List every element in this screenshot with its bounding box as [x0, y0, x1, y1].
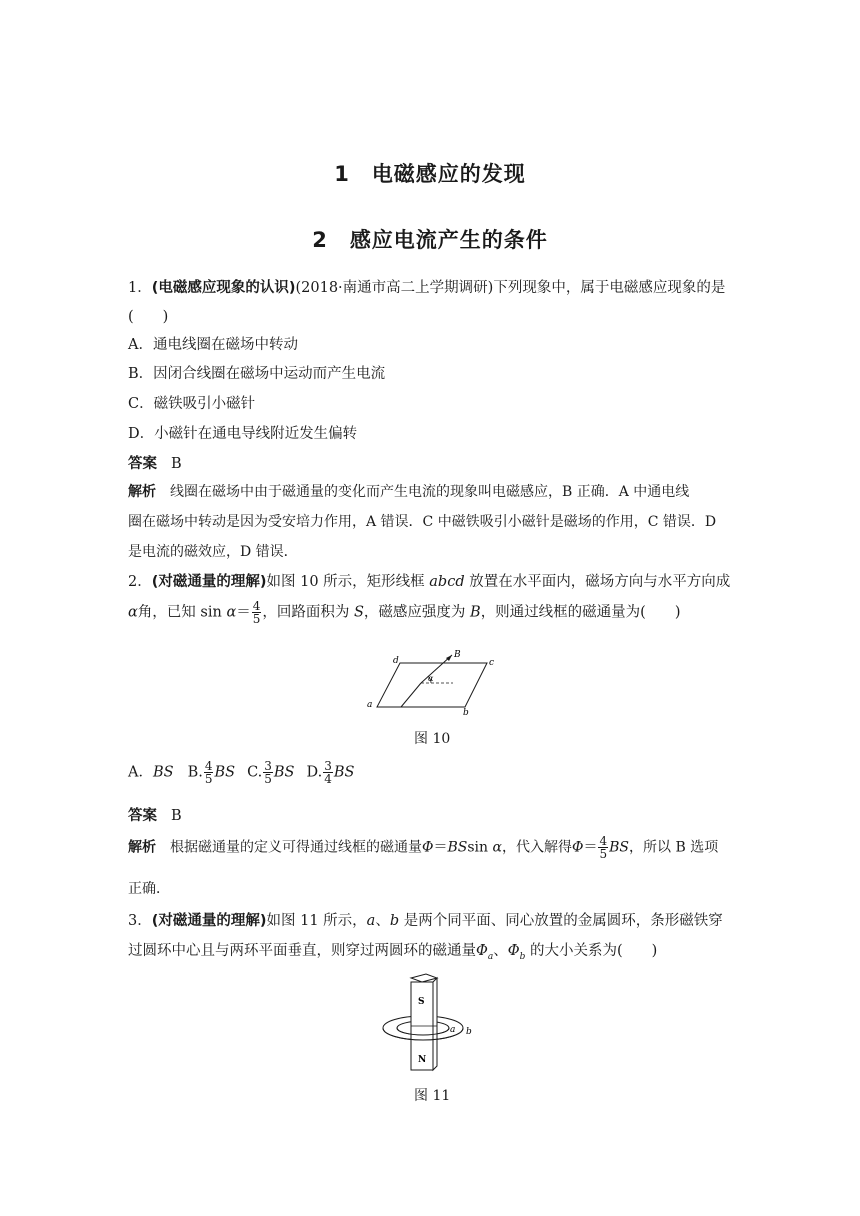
- label-N: N: [418, 1055, 427, 1065]
- q2-explanation-1: 解析 根据磁通量的定义可得通过线框的磁通量Φ＝BSsin α，代入解得Φ＝ $\frac{4}{5}$ BS，所以 B 选项: [128, 834, 719, 861]
- label-a: a: [450, 1025, 456, 1035]
- q2-options: A．BS B. $\frac{4}{5}$ BS C. $\frac{3}{5}$ BS D. $\frac{3}{4}$ BS: [128, 759, 355, 786]
- label-d: d: [393, 656, 399, 666]
- field-line-lower: [401, 683, 421, 707]
- figure-11: [378, 972, 478, 1076]
- label-S: S: [418, 997, 425, 1007]
- q3-stem: 3．(对磁通量的理解)如图 11 所示，a、b 是两个同平面、同心放置的金属圆环，条形磁铁穿: [128, 913, 723, 929]
- figure-11-caption: 图 11: [414, 1088, 451, 1104]
- fraction: $\frac{4}{5}$: [252, 599, 261, 626]
- label-B: B: [454, 650, 461, 660]
- q1-option-b: B．因闭合线圈在磁场中运动而产生电流: [128, 366, 386, 382]
- q1-explanation-2: 圈在磁场中转动是因为受安培力作用，A 错误．C 中磁铁吸引小磁针是磁场的作用，C 错误．D: [128, 514, 717, 530]
- q1-option-d: D．小磁针在通电导线附近发生偏转: [128, 426, 358, 442]
- q1-option-c: C．磁铁吸引小磁针: [128, 396, 256, 412]
- q1-option-a: A．通电线圈在磁场中转动: [128, 337, 298, 353]
- fraction: $\frac{4}{5}$: [599, 834, 608, 861]
- section-title-2: 2 感应电流产生的条件: [312, 228, 548, 252]
- q1-explanation-1: 解析 线圈在磁场中由于磁通量的变化而产生电流的现象叫电磁感应，B 正确．A 中通电线: [128, 484, 690, 500]
- q1-stem: 1．(电磁感应现象的认识)(2018·南通市高二上学期调研)下列现象中，属于电磁感应现象的是: [128, 280, 726, 296]
- magnet-side: [433, 978, 437, 1070]
- q1-answer: 答案 B: [128, 456, 182, 472]
- section-title-1: 1 电磁感应的发现: [334, 162, 526, 186]
- fraction: $\frac{3}{4}$: [324, 759, 332, 786]
- label-b: b: [463, 708, 469, 717]
- figure-10: [365, 645, 500, 717]
- q2-stem: 2．(对磁通量的理解)如图 10 所示，矩形线框 abcd 放置在水平面内，磁场方向与水平方向成: [128, 574, 731, 590]
- q2-answer: 答案 B: [128, 808, 182, 824]
- fraction: $\frac{3}{5}$: [264, 759, 272, 786]
- q2-stem-line2: α角，已知 sin α＝ $\frac{4}{5}$ ，回路面积为 S，磁感应强度为 B，则通过线框的磁通量为( ): [128, 599, 681, 626]
- figure-10-caption: 图 10: [414, 731, 451, 747]
- label-alpha: α: [428, 674, 434, 683]
- label-c: c: [489, 658, 495, 668]
- fraction: $\frac{4}{5}$: [204, 759, 213, 786]
- q2-explanation-2: 正确．: [128, 881, 170, 897]
- q3-stem-line2: 过圆环中心且与两环平面垂直，则穿过两圆环的磁通量$\Phi_a$、$\Phi_b$ 的大小关系为( ): [128, 943, 658, 962]
- q1-explanation-3: 是电流的磁效应，D 错误．: [128, 544, 298, 560]
- magnet-top: [411, 974, 437, 982]
- rectangle-frame: [377, 663, 487, 707]
- q1-paren: ( ): [128, 309, 169, 325]
- label-b: b: [466, 1027, 472, 1037]
- label-a: a: [367, 700, 373, 710]
